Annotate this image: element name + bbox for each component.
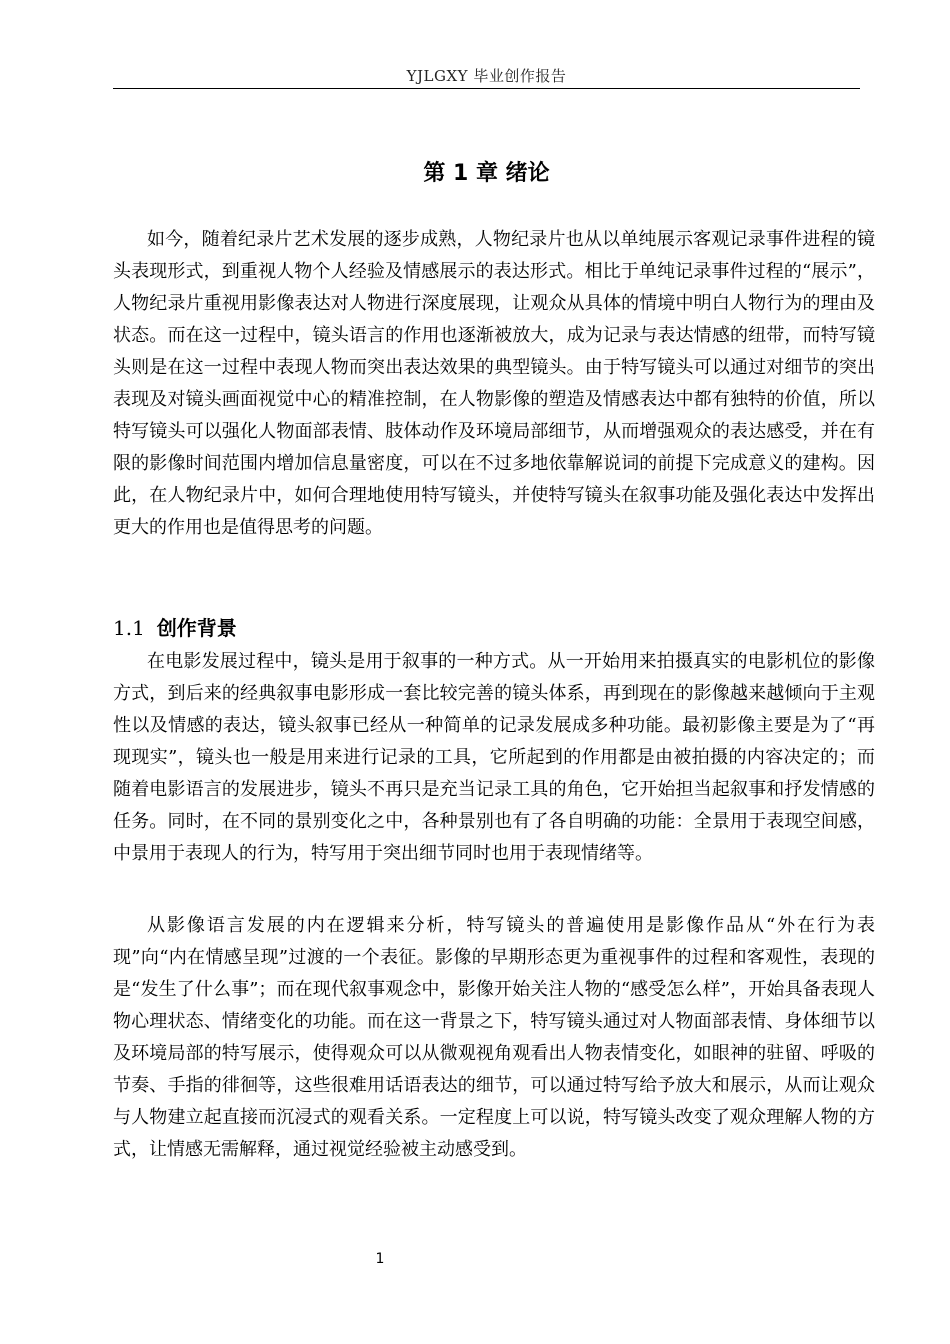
section-title: 创作背景 [156,616,237,640]
section-number: 1.1 [113,616,145,640]
background-paragraph-2: 从影像语言发展的内在逻辑来分析，特写镜头的普遍使用是影像作品从“外在行为表现”向“内在情感呈现”过渡的一个表征。影像的早期形态更为重视事件的过程和客观性，表现的是“发生了什么事”；而在现代叙事观念中，影像开始关注人物的“感受怎么样”，开始具备表现人物心理状态、情绪变化的功能。而在这一背景之下，特写镜头通过对人物面部表情、身体细节以及环境局部的特写展示，使得观众可以从微观视角观看出人物表情变化，如眼神的驻留、呼吸的节奏、手指的徘徊等，这些很难用话语表达的细节，可以通过特写给予放大和展示，从而让观众与人物建立起直接而沉浸式的观看关系。一定程度上可以说，特写镜头改变了观众理解人物的方式，让情感无需解释，通过视觉经验被主动感受到。 [113,915,875,1160]
chapter-title: 第 1 章 绪论 [423,161,550,186]
page-number: 1 [375,1251,385,1267]
background-paragraph-1: 在电影发展过程中，镜头是用于叙事的一种方式。从一开始用来拍摄真实的电影机位的影像方式，到后来的经典叙事电影形成一套比较完善的镜头体系，再到现在的影像越来越倾向于主观性以及情感的表达，镜头叙事已经从一种简单的记录发展成多种功能。最初影像主要是为了“再现现实”，镜头也一般是用来进行记录的工具，它所起到的作用都是由被拍摄的内容决定的；而随着电影语言的发展进步，镜头不再只是充当记录工具的角色，它开始担当起叙事和抒发情感的任务。同时，在不同的景别变化之中，各种景别也有了各自明确的功能：全景用于表现空间感，中景用于表现人的行为，特写用于突出细节同时也用于表现情绪等。 [113,651,875,864]
section-heading [113,612,237,644]
intro-paragraph: 如今，随着纪录片艺术发展的逐步成熟，人物纪录片也从以单纯展示客观记录事件进程的镜头表现形式，到重视人物个人经验及情感展示的表达形式。相比于单纯记录事件过程的“展示”，人物纪录片重视用影像表达对人物进行深度展现，让观众从具体的情境中明白人物行为的理由及状态。而在这一过程中，镜头语言的作用也逐渐被放大，成为记录与表达情感的纽带，而特写镜头则是在这一过程中表现人物而突出表达效果的典型镜头。由于特写镜头可以通过对细节的突出表现及对镜头画面视觉中心的精准控制，在人物影像的塑造及情感表达中都有独特的价值，所以特写镜头可以强化人物面部表情、肢体动作及环境局部细节，从而增强观众的表达感受，并在有限的影像时间范围内增加信息量密度，可以在不过多地依靠解说词的前提下完成意义的建构。因此，在人物纪录片中，如何合理地使用特写镜头，并使特写镜头在叙事功能及强化表达中发挥出更大的作用也是值得思考的问题。 [113,229,875,538]
header-rule [113,88,860,89]
page-header: YJLGXY 毕业创作报告 [406,67,567,85]
